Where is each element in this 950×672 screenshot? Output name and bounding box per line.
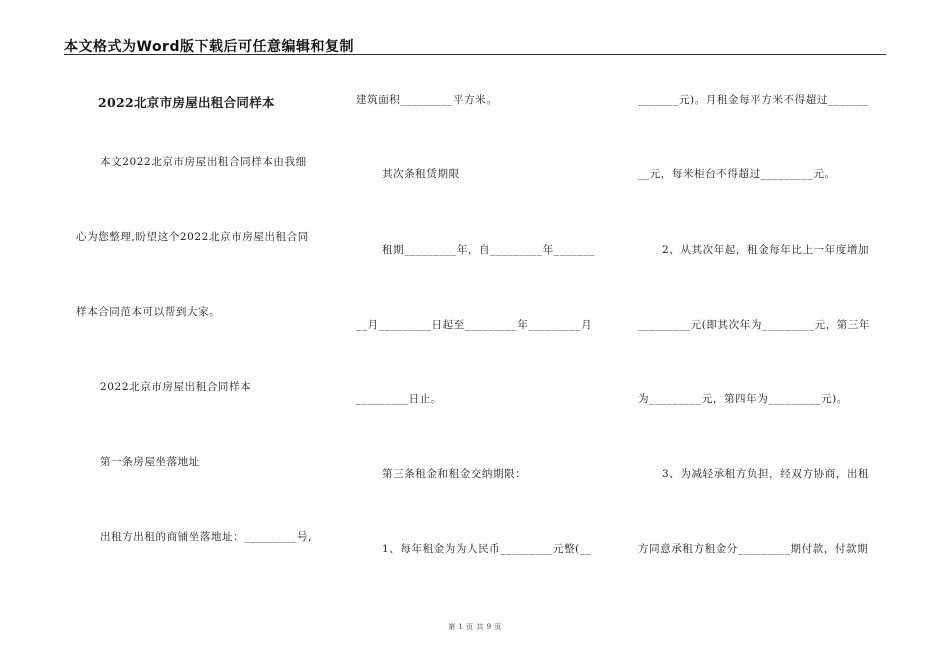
paragraph-line: 2、从其次年起，租金每年比上一年度增加 [662, 244, 870, 256]
paragraph-line: _________日止。 [356, 393, 442, 405]
text-column-1 [76, 0, 328, 620]
paragraph-line: 方同意承租方租金分_________期付款，付款期 [638, 543, 869, 555]
paragraph-line: 建筑面积_________平方米。 [356, 94, 498, 106]
text-column-2 [356, 0, 608, 620]
paragraph-line: 本文2022北京市房屋出租合同样本由我细 [100, 156, 307, 168]
paragraph-line: 心为您整理,盼望这个2022北京市房屋出租合同 [76, 231, 309, 243]
paragraph-line: 1、每年租金为为人民币_________元整(__ [382, 543, 592, 555]
paragraph-line: 为_________元，第四年为_________元)。 [638, 393, 848, 405]
article-heading: 第三条租金和租金交纳期限： [382, 468, 527, 480]
paragraph-line: 样本合同范本可以帮到大家。 [76, 306, 221, 318]
paragraph-line: 3、为减轻承租方负担，经双方协商，出租 [662, 468, 870, 480]
paragraph-line: _______元)。月租金每平方米不得超过_______ [638, 94, 869, 106]
paragraph-line: 出租方出租的商铺坐落地址：_________号， [100, 531, 320, 543]
paragraph-line: _________元(即其次年为_________元，第三年 [638, 319, 871, 331]
document-title: 2022北京市房屋出租合同样本 [98, 95, 275, 110]
article-heading: 其次条租赁期限 [382, 168, 460, 180]
article-heading: 第一条房屋坐落地址 [100, 456, 200, 468]
text-column-3 [638, 0, 890, 620]
paragraph-line: __月_________日起至_________年_________月 [356, 319, 593, 331]
document-header-title: 本文格式为Word版下载后可任意编辑和复制 [64, 39, 354, 55]
page-number: 第 1 页 共 9 页 [448, 623, 502, 631]
paragraph-line: __元，每米柜台不得超过_________元。 [638, 168, 836, 180]
section-heading: 2022北京市房屋出租合同样本 [100, 381, 252, 393]
paragraph-line: 租期_________年，自_________年_______ [382, 244, 595, 256]
